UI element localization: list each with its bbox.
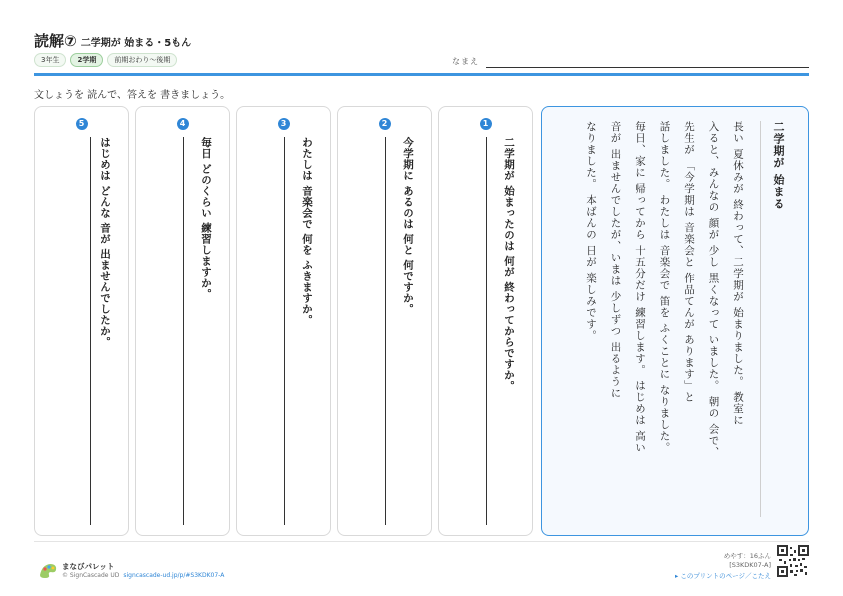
story-line: 入ると、みんなの 顔が 少し 黒くなって いました。 朝の 会で、 bbox=[707, 121, 720, 458]
story-body bbox=[579, 121, 751, 521]
answer-line-1[interactable] bbox=[486, 137, 487, 525]
question-text-5: はじめは どんな 音が 出ませんでしたか。 bbox=[99, 137, 111, 348]
footer-divider bbox=[34, 541, 809, 542]
badge-row bbox=[34, 53, 177, 67]
worksheet-title bbox=[34, 30, 191, 51]
period-badge: 前期おわり〜後期 bbox=[107, 53, 177, 67]
story-title: 二学期が 始まる bbox=[772, 121, 785, 210]
question-number-5: 5 bbox=[76, 118, 88, 130]
worksheet-code: [S3KDK07-A] bbox=[729, 561, 771, 569]
story-line: 音が 出ませんでしたが、いまは 少しずつ 出るように bbox=[609, 121, 622, 399]
title-subtitle: 二学期が 始まる・5もん bbox=[80, 38, 192, 49]
question-text-3: わたしは 音楽会で 何を ふきますか。 bbox=[301, 137, 313, 326]
question-text-1: 二学期が 始まったのは 何が 終わってからですか。 bbox=[503, 137, 515, 392]
question-text-2: 今学期に あるのは 何と 何ですか。 bbox=[402, 137, 414, 315]
question-panel-3 bbox=[236, 106, 331, 536]
worksheet-url-link[interactable]: signcascade-ud.jp/p/#S3KDK07-A bbox=[123, 572, 225, 579]
question-panel-2 bbox=[337, 106, 432, 536]
question-panel-4 bbox=[135, 106, 230, 536]
story-line: 先生が 「今学期は 音楽会と 作品てんが あります」と bbox=[683, 121, 695, 403]
story-panel bbox=[541, 106, 809, 536]
header-divider bbox=[34, 73, 809, 76]
qr-code-icon[interactable] bbox=[777, 545, 809, 577]
copyright-text: © SignCascade UD bbox=[62, 572, 120, 579]
name-field-line[interactable] bbox=[486, 67, 809, 68]
question-number-4: 4 bbox=[177, 118, 189, 130]
title-text: 読解 bbox=[34, 32, 65, 50]
name-label: なまえ bbox=[452, 57, 479, 66]
answer-line-2[interactable] bbox=[385, 137, 386, 525]
answer-line-4[interactable] bbox=[183, 137, 184, 525]
brand-name: まなびパレット bbox=[62, 562, 115, 571]
story-line: 長い 夏休みが 終わって、二学期が 始まりました。 教室に bbox=[732, 121, 744, 426]
print-page-link[interactable]: ▸ このプリントのページ／こたえ bbox=[675, 572, 771, 580]
term-badge: 2学期 bbox=[70, 53, 103, 67]
story-title-divider bbox=[760, 121, 761, 517]
time-estimate: めやす：16ふん bbox=[723, 552, 771, 560]
story-line: 話しました。 わたしは 音楽会で 笛を ふくことに なりました。 bbox=[658, 121, 671, 454]
question-text-4: 毎日 どのくらい 練習しますか。 bbox=[200, 137, 212, 300]
grade-badge: 3年生 bbox=[34, 53, 66, 67]
question-panel-1 bbox=[438, 106, 533, 536]
question-number-3: 3 bbox=[278, 118, 290, 130]
copyright bbox=[62, 572, 224, 579]
worksheet-header bbox=[34, 22, 809, 72]
story-line: なりました。 本ばんの 日が 楽しみです。 bbox=[585, 121, 597, 342]
title-number: ⑦ bbox=[64, 32, 77, 50]
story-line: 毎日、家に 帰ってから 十五分だけ 練習します。 はじめは 高い bbox=[634, 121, 646, 454]
answer-line-3[interactable] bbox=[284, 137, 285, 525]
palette-logo-icon bbox=[38, 561, 58, 579]
answer-line-5[interactable] bbox=[90, 137, 91, 525]
question-number-2: 2 bbox=[379, 118, 391, 130]
question-number-1: 1 bbox=[480, 118, 492, 130]
question-panel-5 bbox=[34, 106, 129, 536]
instruction-text: 文しょうを 読んで、答えを 書きましょう。 bbox=[34, 90, 231, 101]
